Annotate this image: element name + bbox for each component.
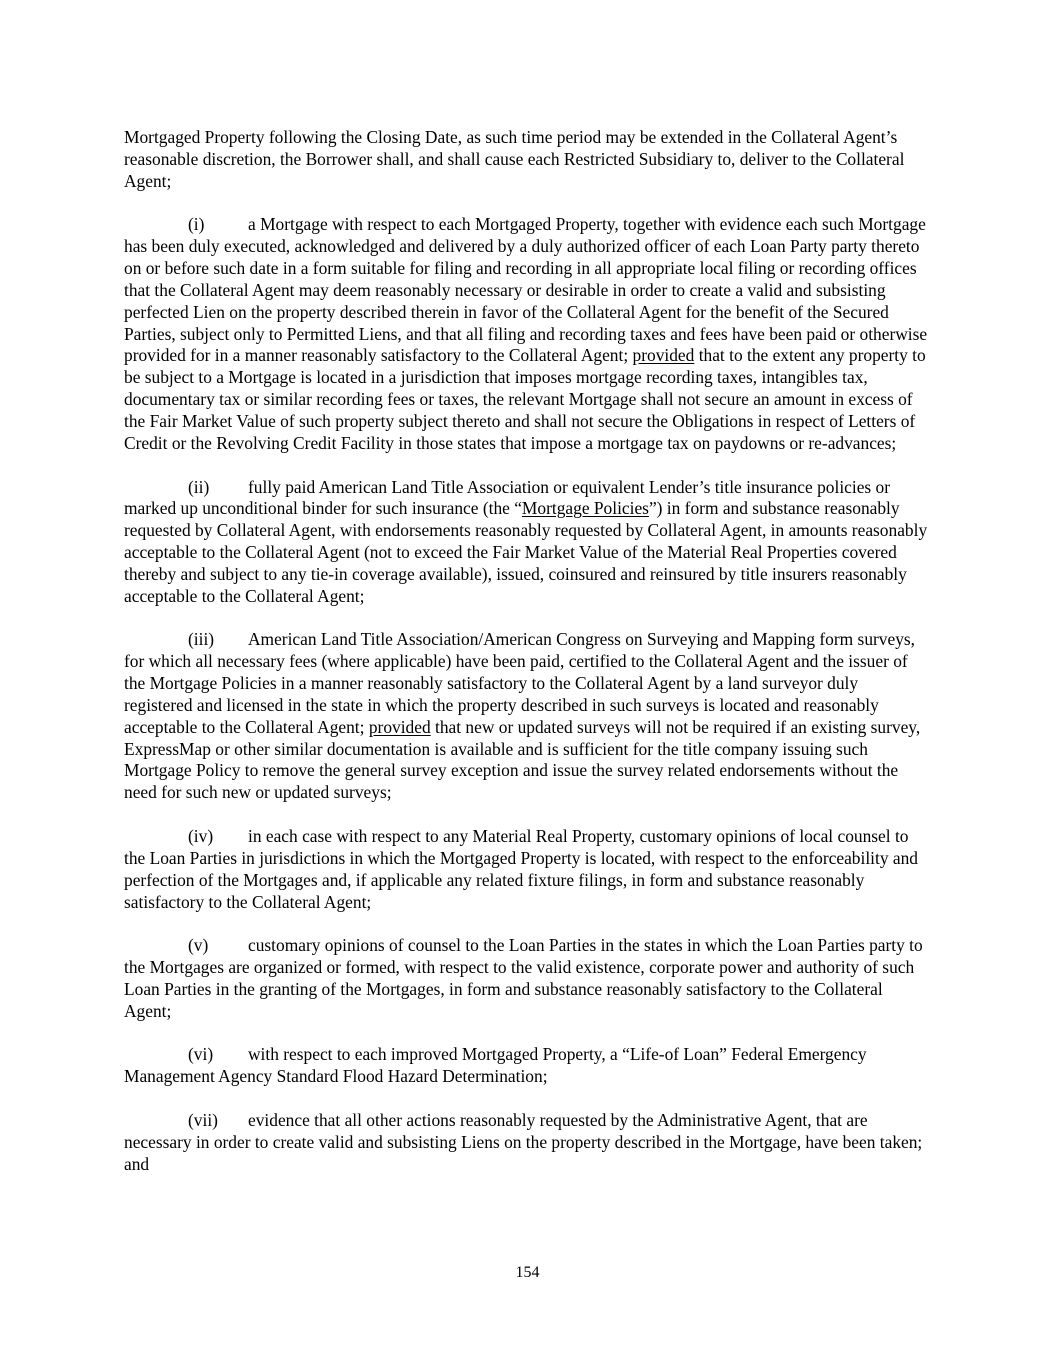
page-number: 154 (515, 1264, 540, 1281)
clause-iv (124, 826, 930, 913)
clause-vii (124, 1110, 930, 1176)
clause-label: (v) (188, 935, 209, 956)
clause-text: a Mortgage with respect to each Mortgaged Property, together with evidence each such Mortgage has been duly executed, acknowledged and delivered by a duly authorized officer of each Loan Party party thereto on or before such date in a form suitable for filing and recording in all appropriate local filing or recording offices that the Collateral Agent may deem reasonably necessary or desirable in order to create a valid and subsisting perfected Lien on the property described therein in favor of the Collateral Agent for the benefit of the Secured Parties, subject only to Permitted Liens, and that all filing and recording taxes and fees have been paid or otherwise provided for in a manner reasonably satisfactory to the Collateral Agent; (124, 214, 928, 366)
intro-paragraph: Mortgaged Property following the Closing Date, as such time period may be extended in the Collateral Agent’s reasonable discretion, the Borrower shall, and shall cause each Restricted Subsidiary to, deliver to the Collateral Agent; (124, 127, 905, 191)
clause-label: (vii) (188, 1109, 218, 1130)
clause-i (124, 214, 930, 454)
underlined-term: Mortgage Policies (521, 498, 649, 519)
underlined-term: provided (632, 345, 695, 366)
clause-text: customary opinions of counsel to the Loan Parties in the states in which the Loan Parties party to the Mortgages are organized or formed, with respect to the valid existence, corporate power and authority of such Loan Parties in the granting of the Mortgages, in form and substance reasonably satisfactory to the Collateral Agent; (124, 935, 923, 1021)
clause-text: evidence that all other actions reasonably requested by the Administrative Agent, that are necessary in order to create valid and subsisting Liens on the property described in the Mortgage, have been taken; and (124, 1109, 923, 1174)
document-page (124, 127, 930, 1197)
clause-text-continued: that new or updated surveys will not be required if an existing survey, ExpressMap or other similar documentation is available and is sufficient for the title company issuing such Mortgage Policy to remove the general survey exception and issue the survey related endorsements without the need for such new or updated surveys; (124, 716, 921, 803)
clause-label: (iii) (188, 629, 215, 650)
clause-text: with respect to each improved Mortgaged Property, a “Life-of Loan” Federal Emergency Management Agency Standard Flood Hazard Determination; (124, 1044, 867, 1087)
clause-text-continued: ”) in form and substance reasonably requested by Collateral Agent, with endorsements reasonably requested by Collateral Agent, in amounts reasonably acceptable to the Collateral Agent (not to exceed the Fair Market Value of the Material Real Properties covered thereby and subject to any tie-in coverage available), issued, coinsured and reinsured by title insurers reasonably acceptable to the Collateral Agent; (124, 498, 928, 606)
clause-vi (124, 1044, 930, 1088)
clause-label: (vi) (188, 1044, 214, 1065)
clause-text-continued: that to the extent any property to be subject to a Mortgage is located in a jurisdiction that imposes mortgage recording taxes, intangibles tax, documentary tax or similar recording fees or taxes, the relevant Mortgage shall not secure an amount in excess of the Fair Market Value of such property subject thereto and shall not secure the Obligations in respect of Letters of Credit or the Revolving Credit Facility in those states that impose a mortgage tax on paydowns or re-advances; (124, 345, 926, 453)
clause-label: (ii) (188, 476, 210, 497)
clause-label: (i) (188, 214, 205, 235)
clause-ii (124, 477, 930, 608)
clause-iii (124, 629, 930, 804)
clause-text: American Land Title Association/American Congress on Surveying and Mapping form surveys, for which all necessary fees (where applicable) have been paid, certified to the Collateral Agent and the issuer of the Mortgage Policies in a manner reasonably satisfactory to the Collateral Agent by a land surveyor duly registered and licensed in the state in which the property described in such surveys is located and reasonably acceptable to the Collateral Agent; (124, 629, 916, 737)
clause-text: in each case with respect to any Material Real Property, customary opinions of local counsel to the Loan Parties in jurisdictions in which the Mortgaged Property is located, with respect to the enforceability and perfection of the Mortgages and, if applicable any related fixture filings, in form and substance reasonably satisfactory to the Collateral Agent; (124, 826, 918, 912)
clause-label: (iv) (188, 826, 214, 846)
clause-v (124, 935, 930, 1022)
underlined-term: provided (368, 716, 431, 737)
clause-text: fully paid American Land Title Association or equivalent Lender’s title insurance policies or marked up unconditional binder for such insurance (the “ (124, 476, 891, 519)
